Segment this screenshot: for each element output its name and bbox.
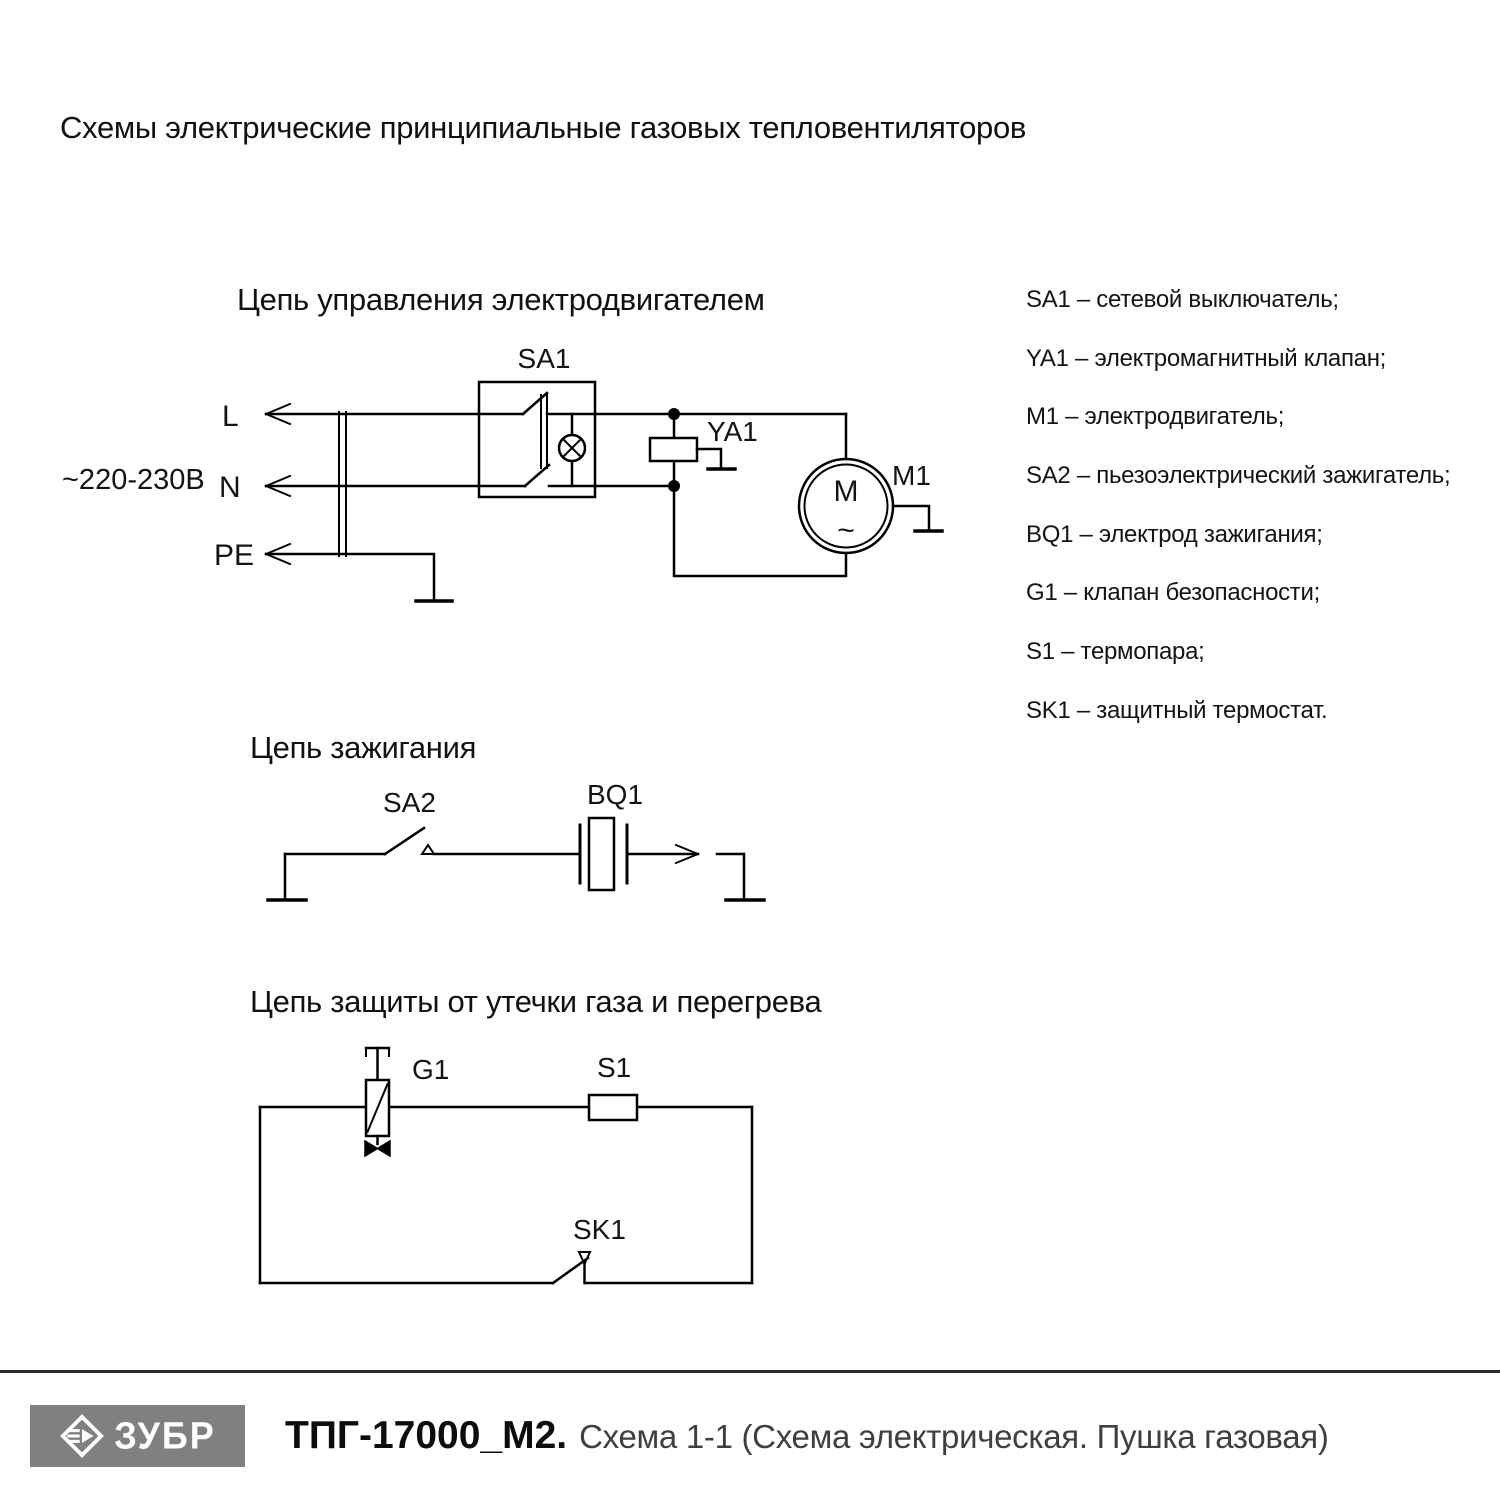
terminal-pe-label: PE bbox=[214, 539, 255, 572]
bq1-electrode-symbol bbox=[580, 818, 764, 900]
sk1-label: SK1 bbox=[573, 1214, 626, 1245]
sa1-switch-symbol bbox=[479, 382, 595, 497]
g1-safety-valve-symbol bbox=[365, 1048, 390, 1156]
legend-item: SK1 – защитный термостат. bbox=[1026, 696, 1328, 724]
model-number: ТПГ-17000_М2. bbox=[285, 1414, 568, 1457]
s1-label: S1 bbox=[597, 1052, 632, 1083]
ignition-circuit-title: Цепь зажигания bbox=[250, 730, 477, 765]
footer-divider bbox=[0, 1370, 1500, 1373]
g1-label: G1 bbox=[412, 1054, 450, 1085]
component-legend bbox=[1026, 285, 1486, 755]
s1-thermocouple-symbol bbox=[589, 1095, 637, 1120]
legend-item: SA1 – сетевой выключатель; bbox=[1026, 286, 1339, 313]
page-title: Схемы электрические принципиальные газовых тепловентиляторов bbox=[60, 110, 1027, 145]
m1-label: M1 bbox=[892, 460, 931, 491]
sa2-igniter-symbol bbox=[268, 828, 578, 900]
protection-loop-wires bbox=[260, 1107, 752, 1283]
sa1-label: SA1 bbox=[517, 343, 571, 374]
motor-letter: M bbox=[833, 475, 859, 508]
sk1-thermostat-symbol bbox=[553, 1252, 590, 1283]
voltage-label: ~220-230В bbox=[62, 464, 205, 496]
legend-item: M1 – электродвигатель; bbox=[1026, 403, 1285, 431]
legend-item: G1 – клапан безопасности; bbox=[1026, 579, 1320, 607]
motor-wave-symbol: ~ bbox=[837, 514, 855, 547]
zubr-logo bbox=[30, 1405, 245, 1467]
brand-name: ЗУБР bbox=[114, 1413, 216, 1457]
sa2-label: SA2 bbox=[383, 787, 436, 818]
control-circuit-title: Цепь управления электродвигателем bbox=[237, 282, 765, 317]
ya1-label: YA1 bbox=[707, 416, 758, 447]
bq1-label: BQ1 bbox=[587, 779, 644, 810]
schematic-labels bbox=[62, 343, 931, 1245]
mains-terminals bbox=[266, 404, 479, 601]
legend-item: BQ1 – электрод зажигания; bbox=[1026, 520, 1323, 548]
terminal-l-label: L bbox=[222, 400, 239, 433]
terminal-n-label: N bbox=[219, 471, 241, 504]
protection-circuit-title: Цепь защиты от утечки газа и перегрева bbox=[250, 984, 822, 1019]
scheme-caption: Схема 1-1 (Схема электрическая. Пушка газовая) bbox=[579, 1418, 1329, 1455]
legend-item: YA1 – электромагнитный клапан; bbox=[1026, 344, 1387, 372]
zubr-diamond-arrow-icon bbox=[59, 1413, 105, 1459]
legend-item: S1 – термопара; bbox=[1026, 638, 1205, 666]
footer-caption-line bbox=[285, 1414, 1329, 1458]
legend-item: SA2 – пьезоэлектрический зажигатель; bbox=[1026, 462, 1451, 490]
